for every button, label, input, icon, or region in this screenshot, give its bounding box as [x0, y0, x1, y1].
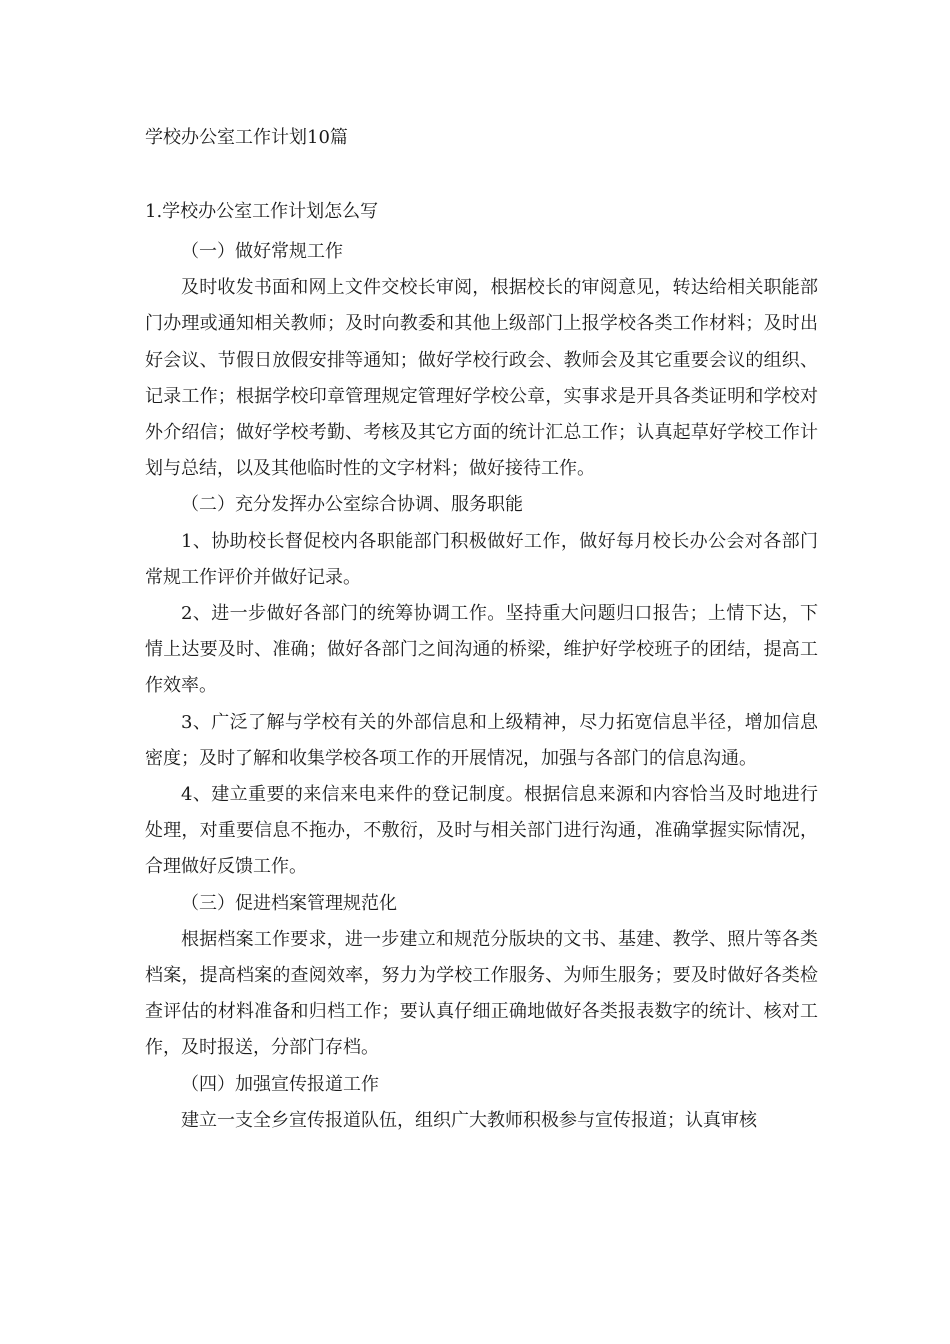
- paragraph: 4、建立重要的来信来电来件的登记制度。根据信息来源和内容恰当及时地进行处理，对重要信息不拖办，不敷衍，及时与相关部门进行沟通，准确掌握实际情况，合理做好反馈工作。: [145, 784, 818, 878]
- paragraph: 建立一支全乡宣传报道队伍，组织广大教师积极参与宣传报道；认真审核: [181, 1109, 757, 1131]
- paragraph: 及时收发书面和网上文件交校长审阅，根据校长的审阅意见，转达给相关职能部门办理或通知相关教师；及时向教委和其他上级部门上报学校各类工作材料；及时出好会议、节假日放假安排等通知；做好学校行政会、教师会及其它重要会议的组织、记录工作；根据学校印章管理规定管理好学校公章，实事求是开具各类证明和学校对外介绍信；做好学校考勤、考核及其它方面的统计汇总工作；认真起草好学校工作计划与总结，以及其他临时性的文字材料；做好接待工作。: [145, 277, 818, 480]
- paragraph: 2、进一步做好各部门的统筹协调工作。坚持重大问题归口报告；上情下达，下情上达要及时、准确；做好各部门之间沟通的桥梁，维护好学校班子的团结，提高工作效率。: [145, 603, 818, 697]
- subheading: （一）做好常规工作: [181, 241, 343, 262]
- paragraph: 根据档案工作要求，进一步建立和规范分版块的文书、基建、教学、照片等各类档案，提高档案的查阅效率，努力为学校工作服务、为师生服务；要及时做好各类检查评估的材料准备和归档工作；要认真仔细正确地做好各类报表数字的统计、核对工作，及时报送，分部门存档。: [145, 928, 818, 1059]
- paragraph: 1、协助校长督促校内各职能部门积极做好工作，做好每月校长办公会对各部门常规工作评价并做好记录。: [145, 530, 818, 588]
- subheading: （四）加强宣传报道工作: [181, 1073, 379, 1095]
- paragraph: 3、广泛了解与学校有关的外部信息和上级精神，尽力拓宽信息半径，增加信息密度；及时了解和收集学校各项工作的开展情况，加强与各部门的信息沟通。: [145, 711, 818, 769]
- document-body: [145, 234, 818, 1139]
- section-title: 1.学校办公室工作计划怎么写: [145, 201, 379, 222]
- subheading: （二）充分发挥办公室综合协调、服务职能: [181, 494, 523, 516]
- subheading: （三）促进档案管理规范化: [181, 892, 397, 914]
- document-title: 学校办公室工作计划10篇: [145, 127, 348, 148]
